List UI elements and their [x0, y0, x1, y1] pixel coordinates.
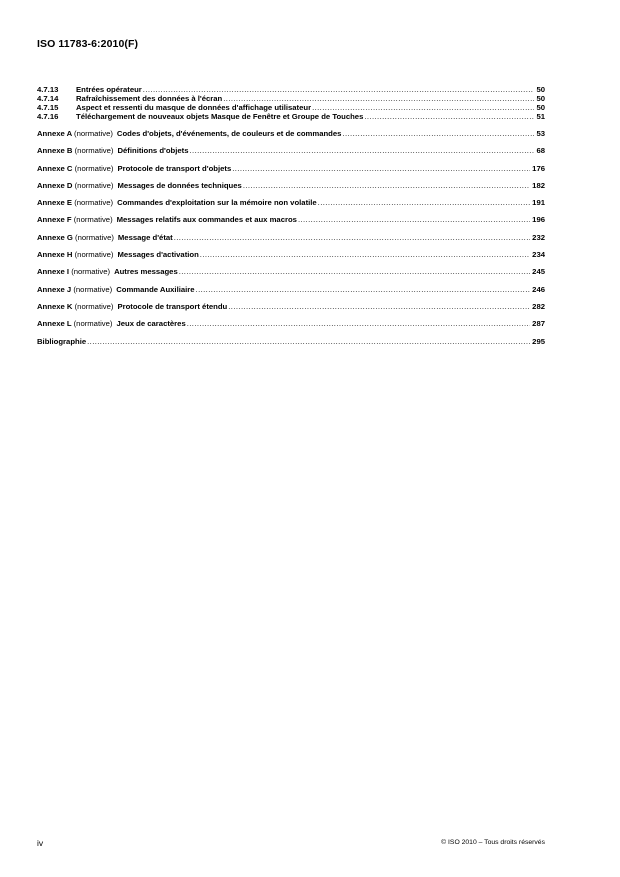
- dot-leader: [200, 251, 530, 259]
- toc-entry-page: 282: [532, 301, 545, 311]
- toc-entry-title: Entrées opérateur: [76, 85, 142, 94]
- toc-entry-page: 50: [536, 103, 545, 112]
- toc-entry-number: 4.7.16: [37, 112, 59, 121]
- toc-entry-title: Aspect et ressenti du masque de données d'affichage utilisateur: [76, 103, 312, 112]
- toc-entry-annexe-l[interactable]: [37, 320, 545, 337]
- toc-entry-title: Téléchargement de nouveaux objets Masque de Fenêtre et Groupe de Touches: [76, 112, 364, 121]
- toc-entry-page: 191: [532, 198, 545, 208]
- dot-leader: [223, 95, 534, 103]
- toc-entry-title: Commandes d'exploitation sur la mémoire non volatile: [117, 198, 317, 208]
- toc-entry-number: 4.7.15: [37, 103, 59, 112]
- document-header: ISO 11783-6:2010(F): [37, 38, 139, 50]
- dot-leader: [243, 182, 530, 190]
- annex-label: Annexe H (normative): [37, 250, 114, 260]
- dot-leader: [196, 286, 531, 294]
- toc-entry-page: 246: [532, 284, 545, 294]
- toc-entry-title: Jeux de caractères: [116, 319, 186, 329]
- annex-label: Annexe C (normative): [37, 163, 114, 173]
- dot-leader: [318, 199, 531, 207]
- dot-leader: [364, 113, 534, 121]
- annex-label: Annexe F (normative): [37, 215, 113, 225]
- toc-entry-title: Messages de données techniques: [117, 180, 242, 190]
- toc-entry-title: Autres messages: [114, 267, 178, 277]
- dot-leader: [298, 216, 530, 224]
- annex-label: Annexe B (normative): [37, 146, 114, 156]
- toc-entry-annexe-g[interactable]: [37, 234, 545, 251]
- page-number: iv: [37, 838, 44, 848]
- toc-entry-page: 53: [536, 129, 545, 138]
- dot-leader: [143, 86, 535, 94]
- toc-entry-title: Messages relatifs aux commandes et aux macros: [116, 215, 297, 225]
- toc-entry-page: 234: [532, 250, 545, 260]
- toc-entry-page: 232: [532, 232, 545, 242]
- toc-entry-page: 295: [532, 336, 545, 346]
- toc-entry-page: 176: [532, 163, 545, 173]
- toc-entry-page: 68: [536, 146, 545, 156]
- dot-leader: [190, 147, 535, 155]
- dot-leader: [87, 338, 530, 346]
- annex-label: Annexe L (normative): [37, 319, 113, 329]
- annex-label: Annexe A (normative): [37, 129, 113, 138]
- annex-label: Annexe I (normative): [37, 267, 111, 277]
- toc-entry-annexe-j[interactable]: [37, 286, 545, 303]
- toc-entry-annexe-b[interactable]: [37, 147, 545, 164]
- toc-entry-page: 182: [532, 180, 545, 190]
- toc-entry-annexe-d[interactable]: [37, 182, 545, 199]
- toc-entry-annexe-e[interactable]: [37, 199, 545, 216]
- toc-entry-title: Message d'état: [117, 232, 173, 242]
- toc-entry-4-7-16[interactable]: [37, 113, 545, 130]
- dot-leader: [187, 320, 530, 328]
- toc-entry-title: Bibliographie: [37, 336, 87, 346]
- toc-entry-title: Commande Auxiliaire: [116, 284, 195, 294]
- dot-leader: [174, 234, 530, 242]
- toc-entry-annexe-c[interactable]: [37, 165, 545, 182]
- toc-entry-page: 50: [536, 94, 545, 103]
- annex-label: Annexe K (normative): [37, 301, 114, 311]
- toc-entry-number: 4.7.14: [37, 94, 59, 103]
- annex-label: Annexe J (normative): [37, 284, 113, 294]
- toc-entry-page: 287: [532, 319, 545, 329]
- dot-leader: [312, 104, 534, 112]
- dot-leader: [342, 130, 534, 138]
- dot-leader: [179, 268, 530, 276]
- annex-label: Annexe D (normative): [37, 180, 114, 190]
- toc-entry-page: 196: [532, 215, 545, 225]
- toc-entry-title: Protocole de transport étendu: [117, 301, 228, 311]
- table-of-contents: [37, 86, 545, 355]
- annex-label: Annexe G (normative): [37, 232, 114, 242]
- toc-entry-title: Rafraîchissement des données à l'écran: [76, 94, 223, 103]
- toc-entry-bibliography[interactable]: [37, 338, 545, 355]
- toc-entry-annexe-k[interactable]: [37, 303, 545, 320]
- toc-entry-annexe-f[interactable]: [37, 216, 545, 233]
- toc-entry-annexe-i[interactable]: [37, 268, 545, 285]
- toc-entry-annexe-h[interactable]: [37, 251, 545, 268]
- toc-entry-title: Messages d'activation: [117, 250, 199, 260]
- annex-label: Annexe E (normative): [37, 198, 114, 208]
- toc-entry-title: Définitions d'objets: [117, 146, 189, 156]
- toc-entry-page: 50: [536, 85, 545, 94]
- dot-leader: [228, 303, 530, 311]
- toc-entry-number: 4.7.13: [37, 85, 59, 94]
- copyright-notice: © ISO 2010 – Tous droits réservés: [441, 839, 545, 846]
- toc-entry-title: Codes d'objets, d'événements, de couleurs et de commandes: [116, 129, 342, 138]
- toc-entry-title: Protocole de transport d'objets: [117, 163, 232, 173]
- dot-leader: [232, 165, 530, 173]
- toc-entry-page: 245: [532, 267, 545, 277]
- toc-entry-page: 51: [536, 112, 545, 121]
- toc-entry-annexe-a[interactable]: [37, 130, 545, 147]
